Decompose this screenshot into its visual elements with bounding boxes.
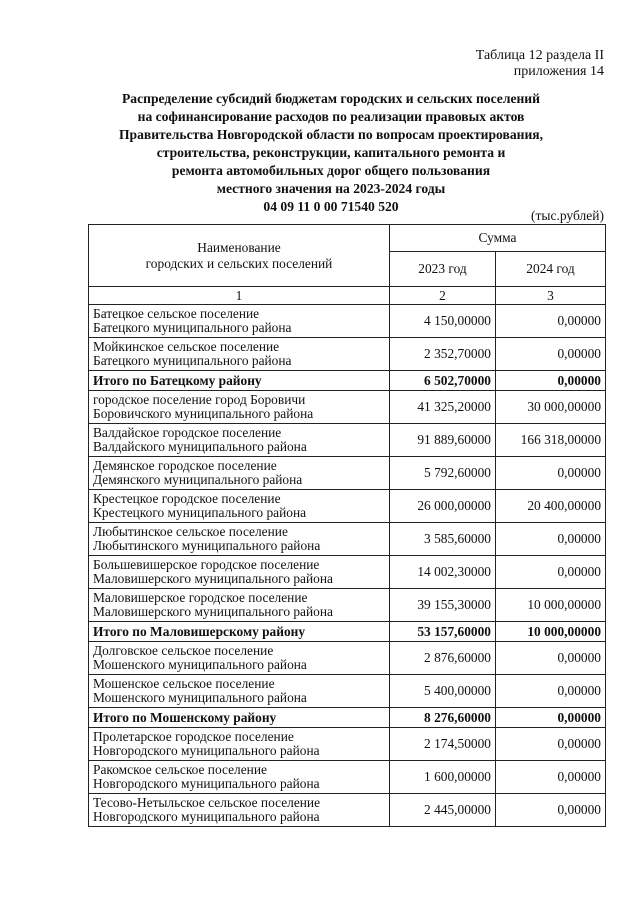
settlement-name: Долговское сельское поселение xyxy=(93,643,274,658)
amount-2023: 2 174,50000 xyxy=(390,728,496,761)
amount-2024: 20 400,00000 xyxy=(496,490,606,523)
settlement-name-cell xyxy=(89,556,390,589)
settlement-name: Демянское городское поселение xyxy=(93,458,277,473)
table-row xyxy=(89,338,606,371)
amount-2023: 39 155,30000 xyxy=(390,589,496,622)
amount-2023: 41 325,20000 xyxy=(390,391,496,424)
district-name: Валдайского муниципального района xyxy=(93,439,307,454)
settlement-name: Батецкое сельское поселение xyxy=(93,306,260,321)
district-name: Новгородского муниципального района xyxy=(93,776,320,791)
title-line: местного значения на 2023-2024 годы xyxy=(216,181,446,196)
settlement-name-cell xyxy=(89,490,390,523)
settlement-name-cell xyxy=(89,675,390,708)
header-name-line2: городских и сельских поселений xyxy=(145,255,333,271)
amount-2023: 8 276,60000 xyxy=(390,708,496,728)
settlement-name-cell xyxy=(89,424,390,457)
amount-2024: 0,00000 xyxy=(496,556,606,589)
amount-2024: 0,00000 xyxy=(496,305,606,338)
table-row xyxy=(89,642,606,675)
settlement-name-cell xyxy=(89,728,390,761)
amount-2023: 53 157,60000 xyxy=(390,622,496,642)
district-name: Мошенского муниципального района xyxy=(93,690,307,705)
table-row xyxy=(89,305,606,338)
table-total-row xyxy=(89,622,606,642)
table-row xyxy=(89,728,606,761)
title-line: Правительства Новгородской области по вопросам проектирования, xyxy=(118,127,544,142)
district-name: Любытинского муниципального района xyxy=(93,538,321,553)
amount-2024: 0,00000 xyxy=(496,338,606,371)
table-row xyxy=(89,523,606,556)
amount-2023: 6 502,70000 xyxy=(390,371,496,391)
table-row xyxy=(89,589,606,622)
header-name-line1: Наименование xyxy=(197,239,281,255)
amount-2023: 14 002,30000 xyxy=(390,556,496,589)
amount-2024: 166 318,00000 xyxy=(496,424,606,457)
settlement-name-cell xyxy=(89,391,390,424)
settlement-name-cell xyxy=(89,338,390,371)
amount-2023: 2 352,70000 xyxy=(390,338,496,371)
amount-2023: 91 889,60000 xyxy=(390,424,496,457)
title-line: на софинансирование расходов по реализации правовых актов xyxy=(137,109,525,124)
table-row xyxy=(89,794,606,827)
amount-2023: 2 445,00000 xyxy=(390,794,496,827)
amount-2024: 0,00000 xyxy=(496,457,606,490)
settlement-name-cell xyxy=(89,622,390,642)
subsidy-table xyxy=(88,224,606,827)
table-row xyxy=(89,675,606,708)
settlement-name: Маловишерское городское поселение xyxy=(93,590,308,605)
amount-2023: 4 150,00000 xyxy=(390,305,496,338)
settlement-name: Ракомское сельское поселение xyxy=(93,762,267,777)
table-row xyxy=(89,457,606,490)
table-row xyxy=(89,391,606,424)
district-name: Новгородского муниципального района xyxy=(93,743,320,758)
amount-2024: 10 000,00000 xyxy=(496,622,606,642)
amount-2024: 0,00000 xyxy=(496,761,606,794)
table-total-row xyxy=(89,371,606,391)
district-name: Маловишерского муниципального района xyxy=(93,604,333,619)
amount-2024: 0,00000 xyxy=(496,794,606,827)
units-label: (тыс.рублей) xyxy=(531,208,604,223)
district-name: Демянского муниципального района xyxy=(93,472,303,487)
district-name: Маловишерского муниципального района xyxy=(93,571,333,586)
district-name: Батецкого муниципального района xyxy=(93,320,292,335)
table-row xyxy=(89,556,606,589)
header-year-2024: 2024 год xyxy=(496,252,606,287)
document-title xyxy=(86,90,576,216)
table-reference xyxy=(476,48,604,80)
settlement-name-cell xyxy=(89,589,390,622)
amount-2023: 26 000,00000 xyxy=(390,490,496,523)
amount-2023: 3 585,60000 xyxy=(390,523,496,556)
table-reference-line2: приложения 14 xyxy=(513,64,604,79)
amount-2024: 30 000,00000 xyxy=(496,391,606,424)
title-line: Распределение субсидий бюджетам городских и сельских поселений xyxy=(122,91,540,106)
header-name-cell xyxy=(89,225,390,287)
settlement-name-cell xyxy=(89,305,390,338)
amount-2024: 0,00000 xyxy=(496,675,606,708)
settlement-name-cell xyxy=(89,761,390,794)
amount-2024: 0,00000 xyxy=(496,523,606,556)
settlement-name: Пролетарское городское поселение xyxy=(93,729,294,744)
settlement-name-cell xyxy=(89,457,390,490)
district-name: Боровичского муниципального района xyxy=(93,406,314,421)
header-year-2023: 2023 год xyxy=(390,252,496,287)
budget-code: 04 09 11 0 00 71540 520 xyxy=(263,199,399,214)
settlement-name: Валдайское городское поселение xyxy=(93,425,282,440)
settlement-name: Мошенское сельское поселение xyxy=(93,676,275,691)
settlement-name-cell xyxy=(89,794,390,827)
amount-2023: 1 600,00000 xyxy=(390,761,496,794)
title-line: строительства, реконструкции, капитального ремонта и xyxy=(156,145,506,160)
settlement-name-cell xyxy=(89,523,390,556)
settlement-name-cell xyxy=(89,642,390,675)
amount-2024: 0,00000 xyxy=(496,371,606,391)
table-row xyxy=(89,490,606,523)
settlement-name: Итого по Маловишерскому району xyxy=(93,624,306,639)
column-number: 3 xyxy=(496,287,606,305)
amount-2023: 2 876,60000 xyxy=(390,642,496,675)
district-name: Батецкого муниципального района xyxy=(93,353,292,368)
table-total-row xyxy=(89,708,606,728)
district-name: Новгородского муниципального района xyxy=(93,809,320,824)
settlement-name: Итого по Мошенскому району xyxy=(93,710,277,725)
settlement-name: Большевишерское городское поселение xyxy=(93,557,320,572)
settlement-name: Тесово-Нетыльское сельское поселение xyxy=(93,795,321,810)
column-number: 2 xyxy=(390,287,496,305)
settlement-name: Крестецкое городское поселение xyxy=(93,491,281,506)
settlement-name: Итого по Батецкому району xyxy=(93,373,262,388)
settlement-name: городское поселение город Боровичи xyxy=(93,392,306,407)
settlement-name-cell xyxy=(89,371,390,391)
table-row xyxy=(89,424,606,457)
settlement-name: Мойкинское сельское поселение xyxy=(93,339,280,354)
table-row xyxy=(89,761,606,794)
title-line: ремонта автомобильных дорог общего пользования xyxy=(171,163,491,178)
district-name: Крестецкого муниципального района xyxy=(93,505,307,520)
table-body xyxy=(89,305,606,827)
header-sum-cell: Сумма xyxy=(390,225,606,252)
amount-2024: 0,00000 xyxy=(496,642,606,675)
amount-2023: 5 400,00000 xyxy=(390,675,496,708)
settlement-name-cell xyxy=(89,708,390,728)
district-name: Мошенского муниципального района xyxy=(93,657,307,672)
amount-2024: 0,00000 xyxy=(496,728,606,761)
settlement-name: Любытинское сельское поселение xyxy=(93,524,288,539)
amount-2023: 5 792,60000 xyxy=(390,457,496,490)
column-number: 1 xyxy=(89,287,390,305)
amount-2024: 0,00000 xyxy=(496,708,606,728)
amount-2024: 10 000,00000 xyxy=(496,589,606,622)
table-reference-line1: Таблица 12 раздела II xyxy=(475,48,604,63)
